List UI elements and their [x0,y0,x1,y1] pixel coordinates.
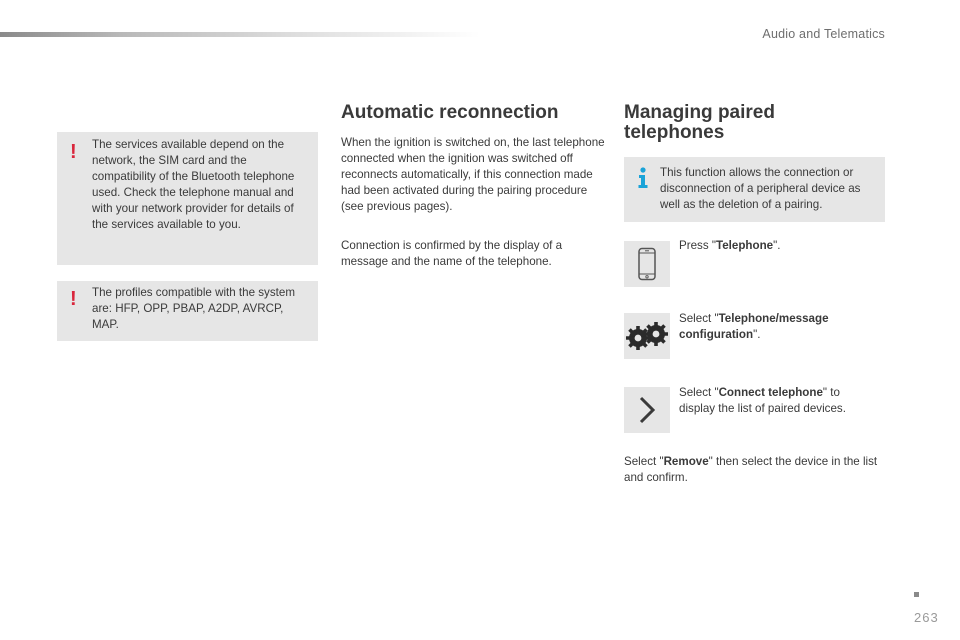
managing-paired-heading [624,103,775,143]
warning-note-text: The profiles compatible with the system are: HFP, OPP, PBAP, A2DP, AVRCP, MAP. [92,286,295,331]
managing-paired-heading-line1: Managing paired [624,102,775,123]
telephone-icon [637,247,657,281]
telephone-tile [624,241,670,287]
info-icon [636,167,650,189]
info-note [624,157,885,222]
managing-paired-heading-line2: telephones [624,122,725,143]
page-marker [914,592,919,597]
page-number: 263 [914,610,939,625]
automatic-reconnection-heading: Automatic reconnection [341,102,559,123]
warning-icon: ! [70,288,77,310]
section-title: Audio and Telematics [762,27,885,41]
info-note-text: This function allows the connection or disconnection of a peripheral device as well as the deletion of a pairing. [660,166,861,211]
header-gradient-bar [0,32,480,37]
step-select-connect-telephone: Select "Connect telephone" to display the list of paired devices. [679,386,846,415]
warning-note-text: The services available depend on the network, the SIM card and the compatibility of the Bluetooth telephone used. Check the telephone manual and with your network provider for details of the services available to you. [92,138,295,231]
warning-note-services [57,132,318,265]
automatic-reconnection-paragraph-1: When the ignition is switched on, the last telephone connected when the ignition was switched off reconnects automatically, if this connection made had been activated during the pairing procedure (see previous pages). [341,136,605,213]
warning-note-profiles [57,281,318,341]
step-select-telephone-message-configuration: Select "Telephone/message configuration". [679,312,829,341]
gears-icon [625,321,669,351]
chevron-right-icon [637,395,657,425]
final-instruction-remove: Select "Remove" then select the device in the list and confirm. [624,455,878,484]
automatic-reconnection-paragraph-2: Connection is confirmed by the display of a message and the name of the telephone. [341,239,563,268]
gears-tile [624,313,670,359]
step-press-telephone: Press "Telephone". [679,239,781,252]
warning-icon: ! [70,141,77,163]
chevron-tile [624,387,670,433]
